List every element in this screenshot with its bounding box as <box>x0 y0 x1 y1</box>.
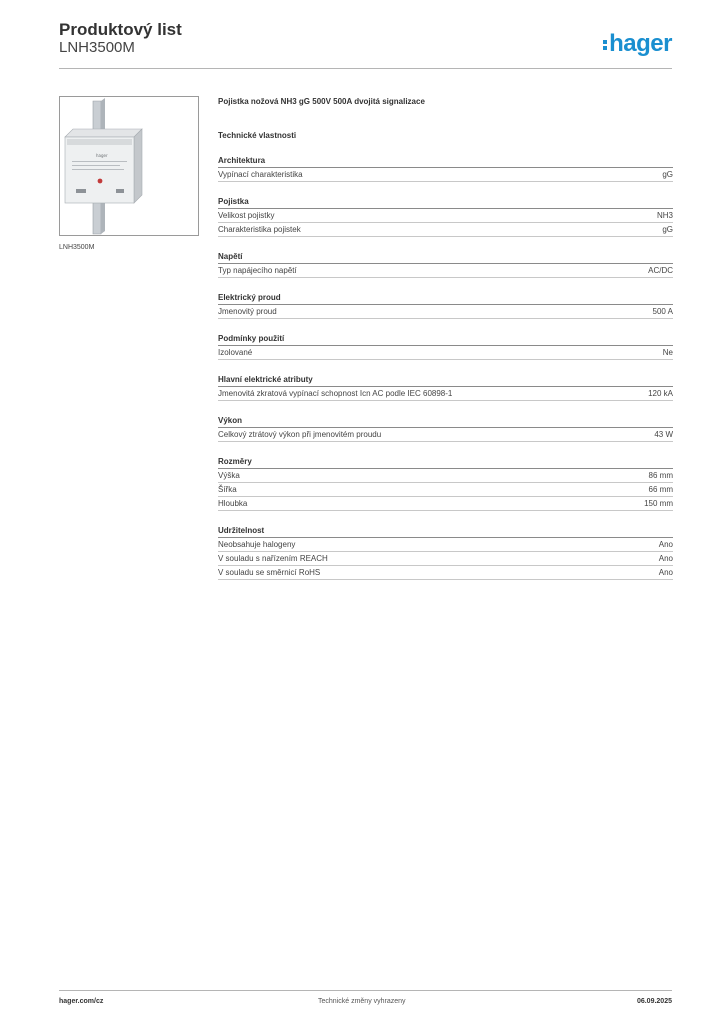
spec-label: Izolované <box>218 348 253 357</box>
product-content <box>218 96 673 580</box>
section-title: Architektura <box>218 155 673 168</box>
spec-label: Jmenovitý proud <box>218 307 277 316</box>
footer-website-link[interactable]: hager.com/cz <box>59 998 104 1005</box>
spec-label: Typ napájecího napětí <box>218 266 297 275</box>
spec-row <box>218 209 673 223</box>
section-pojistka <box>218 196 673 237</box>
section-elektricky-proud <box>218 292 673 319</box>
page-title: Produktový list <box>59 20 182 39</box>
spec-row <box>218 566 673 580</box>
svg-text:hager: hager <box>96 153 108 158</box>
spec-label: Celkový ztrátový výkon při jmenovitém proudu <box>218 430 382 439</box>
section-udrzitelnost <box>218 525 673 580</box>
section-title: Udržitelnost <box>218 525 673 538</box>
spec-value: 120 kA <box>648 389 673 398</box>
section-vykon <box>218 415 673 442</box>
fuse-product-photo-icon <box>60 97 198 235</box>
spec-row <box>218 264 673 278</box>
spec-label: Neobsahuje halogeny <box>218 540 296 549</box>
section-title: Podmínky použití <box>218 333 673 346</box>
section-title: Rozměry <box>218 456 673 469</box>
spec-value: 43 W <box>654 430 673 439</box>
spec-value: 500 A <box>652 307 673 316</box>
spec-row <box>218 483 673 497</box>
spec-row <box>218 552 673 566</box>
hager-logo <box>603 30 672 58</box>
section-hlavni-elektricke-atributy <box>218 374 673 401</box>
section-title: Elektrický proud <box>218 292 673 305</box>
section-title: Pojistka <box>218 196 673 209</box>
spec-row <box>218 428 673 442</box>
spec-row <box>218 346 673 360</box>
spec-value: 66 mm <box>648 485 673 494</box>
section-title: Napětí <box>218 251 673 264</box>
spec-value: NH3 <box>656 211 673 220</box>
spec-row <box>218 387 673 401</box>
spec-label: V souladu s nařízením REACH <box>218 554 328 563</box>
spec-value: 86 mm <box>648 471 673 480</box>
section-architektura <box>218 155 673 182</box>
logo-dots-icon <box>603 38 608 52</box>
spec-label: Charakteristika pojistek <box>218 225 301 234</box>
spec-value: Ne <box>662 348 673 357</box>
footer-date: 06.09.2025 <box>636 998 672 1005</box>
spec-label: Velikost pojistky <box>218 211 275 220</box>
footer-note: Technické změny vyhrazeny <box>318 998 406 1005</box>
header-divider <box>59 68 672 69</box>
technical-properties-heading: Technické vlastnosti <box>218 131 297 140</box>
spec-row <box>218 168 673 182</box>
section-napeti <box>218 251 673 278</box>
logo-text: hager <box>609 30 672 57</box>
spec-value: gG <box>662 225 673 234</box>
section-title: Hlavní elektrické atributy <box>218 374 673 387</box>
spec-label: Šířka <box>218 485 237 494</box>
section-rozmery <box>218 456 673 511</box>
product-description: Pojistka nožová NH3 gG 500V 500A dvojitá signalizace <box>218 97 425 106</box>
spec-label: V souladu se směrnicí RoHS <box>218 568 321 577</box>
spec-value: Ano <box>658 554 673 563</box>
section-podminky-pouziti <box>218 333 673 360</box>
spec-label: Výška <box>218 471 240 480</box>
spec-label: Jmenovitá zkratová vypínací schopnost Icn AC podle IEC 60898-1 <box>218 389 453 398</box>
spec-row <box>218 305 673 319</box>
product-image <box>59 96 199 236</box>
spec-value: Ano <box>658 540 673 549</box>
spec-label: Hloubka <box>218 499 248 508</box>
spec-value: AC/DC <box>648 266 673 275</box>
spec-row <box>218 469 673 483</box>
spec-value: gG <box>662 170 673 179</box>
footer-divider <box>59 990 672 991</box>
spec-row <box>218 538 673 552</box>
image-caption: LNH3500M <box>59 244 95 251</box>
spec-row <box>218 497 673 511</box>
spec-row <box>218 223 673 237</box>
product-code: LNH3500M <box>59 39 135 56</box>
spec-value: Ano <box>658 568 673 577</box>
spec-label: Vypínací charakteristika <box>218 170 303 179</box>
section-title: Výkon <box>218 415 673 428</box>
spec-value: 150 mm <box>644 499 673 508</box>
